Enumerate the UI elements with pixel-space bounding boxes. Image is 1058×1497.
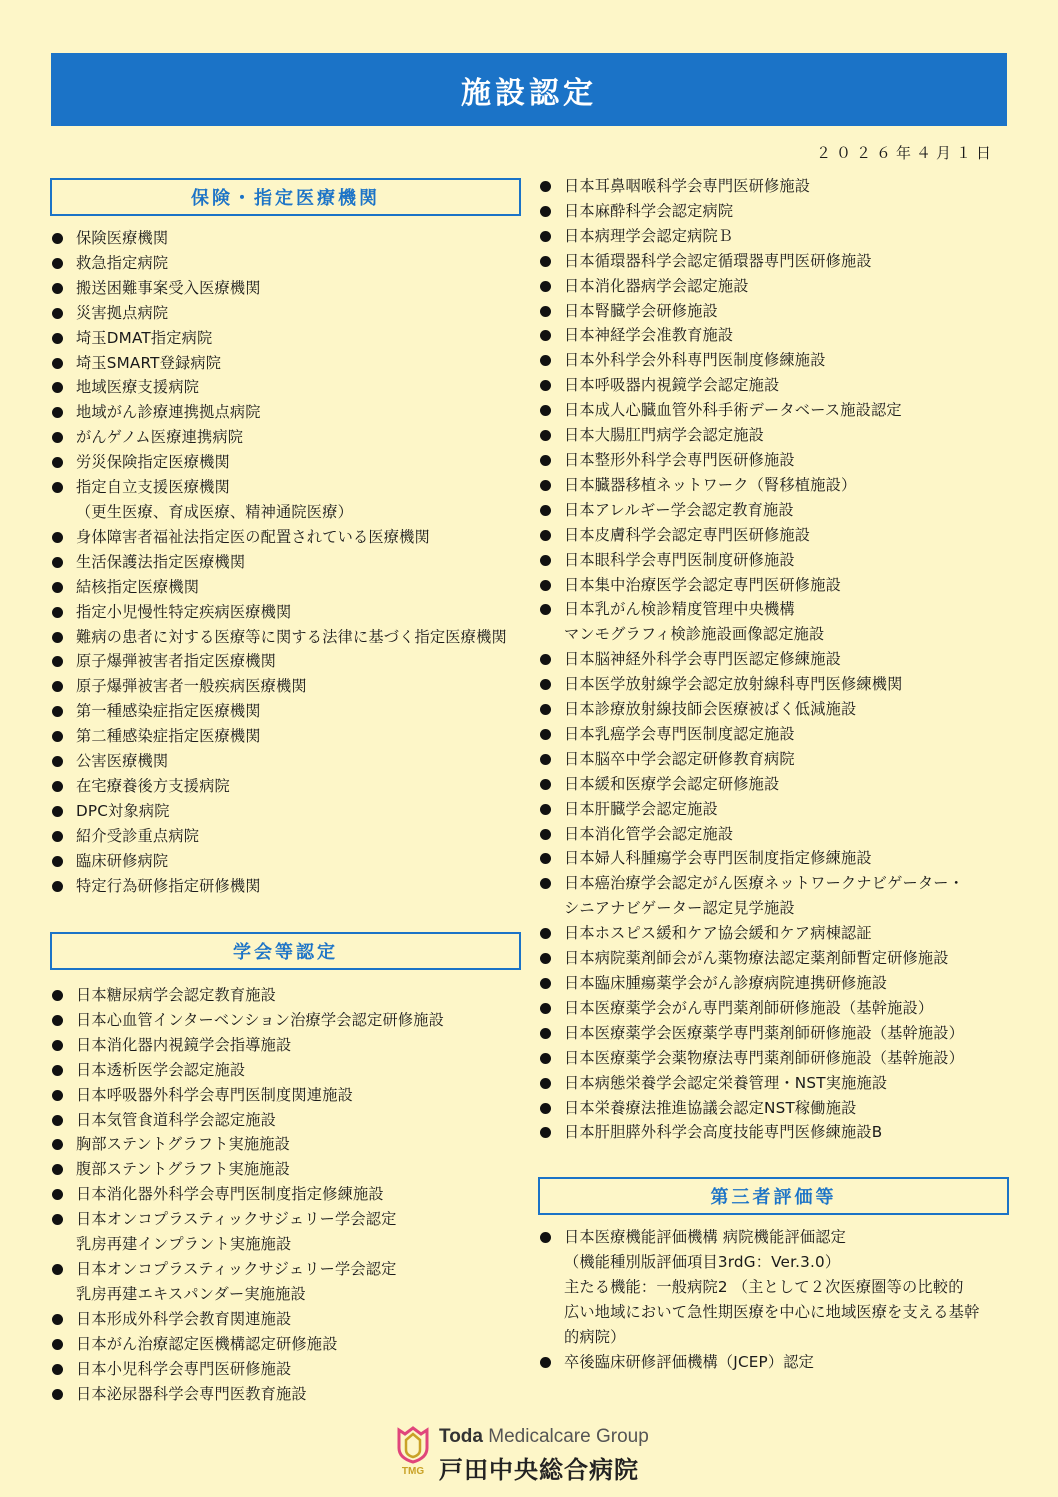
list-item-label: 日本脳神経外科学会専門医認定修練施設 <box>564 650 841 669</box>
list-item <box>51 724 541 749</box>
list-item-label: 搬送困難事案受入医療機関 <box>76 278 261 297</box>
list-item <box>539 722 1029 747</box>
list-item <box>539 697 1029 722</box>
list-item <box>51 983 541 1008</box>
list-item-label: 日本透析医学会認定施設 <box>76 1060 246 1079</box>
list-item <box>539 224 1029 249</box>
list-item <box>51 1357 541 1382</box>
bullet-icon <box>52 781 63 792</box>
third-party-list <box>539 1225 1029 1374</box>
list-item-label: 公害医療機関 <box>76 752 169 771</box>
list-item <box>51 326 541 351</box>
page-title: 施設認定 <box>51 53 1007 126</box>
bullet-icon <box>540 455 551 466</box>
list-item-label: 日本癌治療学会認定がん医療ネットワークナビゲーター・ シニアナビゲーター認定見学施設 <box>564 874 965 918</box>
list-item <box>51 1058 541 1083</box>
bullet-icon <box>540 878 551 889</box>
list-item-label: 第二種感染症指定医療機関 <box>76 727 261 746</box>
list-item <box>51 849 541 874</box>
list-item <box>51 550 541 575</box>
list-item-label: 日本消化器内視鏡学会指導施設 <box>76 1035 292 1054</box>
list-item-label: 特定行為研修指定研修機関 <box>76 876 261 895</box>
bullet-icon <box>52 1264 63 1275</box>
bullet-icon <box>52 1339 63 1350</box>
bullet-icon <box>540 256 551 267</box>
bullet-icon <box>52 831 63 842</box>
list-item <box>51 226 541 251</box>
list-item-label: 日本大腸肛門病学会認定施設 <box>564 426 765 445</box>
list-item-label: 労災保険指定医療機関 <box>76 453 230 472</box>
bullet-icon <box>540 1078 551 1089</box>
list-item-label: 腹部ステントグラフト実施施設 <box>76 1160 291 1179</box>
list-item <box>539 573 1029 598</box>
bullet-icon <box>52 1214 63 1225</box>
bullet-icon <box>52 607 63 618</box>
list-item <box>51 1382 541 1407</box>
bullet-icon <box>540 281 551 292</box>
list-item-label: 保険医療機関 <box>76 229 169 247</box>
bullet-icon <box>540 953 551 964</box>
list-item-label: 原子爆弾被害者一般疾病医療機関 <box>76 677 307 696</box>
bullet-icon <box>540 505 551 516</box>
hospital-name: 戸田中央総合病院 <box>439 1456 639 1484</box>
list-item-label: 日本気管食道科学会認定施設 <box>76 1110 277 1129</box>
list-item <box>51 1257 541 1307</box>
list-item-label: 日本緩和医療学会認定研修施設 <box>564 774 780 793</box>
list-item-label: 日本病院薬剤師会がん薬物療法認定薬剤師暫定研修施設 <box>564 949 949 968</box>
list-item-label: 生活保護法指定医療機関 <box>76 552 246 571</box>
list-item <box>539 797 1029 822</box>
list-item <box>539 772 1029 797</box>
list-item-label: 難病の患者に対する医療等に関する法律に基づく指定医療機関 <box>76 627 507 646</box>
list-item <box>51 1207 541 1257</box>
list-item <box>539 921 1029 946</box>
list-item <box>539 996 1029 1021</box>
list-item-label: 日本アレルギー学会認定教育施設 <box>564 500 794 519</box>
list-item <box>539 473 1029 498</box>
bullet-icon <box>52 482 63 493</box>
bullet-icon <box>540 804 551 815</box>
list-item <box>539 348 1029 373</box>
bullet-icon <box>52 1065 63 1076</box>
list-item-label: 日本臨床腫瘍薬学会がん診療病院連携研修施設 <box>564 974 888 992</box>
list-item <box>539 398 1029 423</box>
list-item-label: 埼玉DMAT指定病院 <box>76 328 213 347</box>
list-item <box>539 1096 1029 1121</box>
list-item-label: 日本医療薬学会がん専門薬剤師研修施設（基幹施設） <box>564 998 934 1017</box>
bullet-icon <box>540 1028 551 1039</box>
insurance-list <box>51 226 541 898</box>
bullet-icon <box>540 729 551 740</box>
list-item-label: 日本小児科学会専門医研修施設 <box>76 1359 292 1378</box>
bullet-icon <box>52 1115 63 1126</box>
list-item <box>539 523 1029 548</box>
list-item <box>539 647 1029 672</box>
list-item-label: 日本婦人科腫瘍学会専門医制度指定修練施設 <box>564 849 872 868</box>
bullet-icon <box>540 1003 551 1014</box>
bullet-icon <box>540 306 551 317</box>
list-item-label: 救急指定病院 <box>76 253 169 272</box>
list-item-label: 日本腎臓学会研修施設 <box>564 301 718 320</box>
bullet-icon <box>540 231 551 242</box>
list-item <box>539 174 1029 199</box>
list-item <box>539 548 1029 573</box>
list-item <box>51 1157 541 1182</box>
bullet-icon <box>540 829 551 840</box>
bullet-icon <box>52 1090 63 1101</box>
list-item-label: 指定小児慢性特定疾病医療機関 <box>76 602 292 621</box>
list-item <box>51 699 541 724</box>
bullet-icon <box>52 1040 63 1051</box>
bullet-icon <box>540 555 551 566</box>
list-item <box>51 351 541 376</box>
bullet-icon <box>540 853 551 864</box>
list-item-label: 日本心血管インターベンション治療学会認定研修施設 <box>76 1010 445 1029</box>
list-item-label: 胸部ステントグラフト実施施設 <box>76 1135 291 1154</box>
list-item-label: 日本医療薬学会薬物療法専門薬剤師研修施設（基幹施設） <box>564 1048 965 1067</box>
list-item <box>51 400 541 425</box>
list-item-label: 日本循環器科学会認定循環器専門医研修施設 <box>564 251 872 270</box>
list-item <box>51 874 541 899</box>
list-item <box>539 672 1029 697</box>
bullet-icon <box>52 1015 63 1026</box>
academic-list-continued <box>539 174 1029 1145</box>
list-item-label: 日本神経学会准教育施設 <box>564 326 734 345</box>
group-name: Toda Medicalcare Group <box>439 1426 649 1447</box>
list-item <box>51 450 541 475</box>
list-item <box>539 1021 1029 1046</box>
bullet-icon <box>52 881 63 892</box>
list-item <box>51 1108 541 1133</box>
list-item <box>539 846 1029 871</box>
list-item <box>51 1332 541 1357</box>
bullet-icon <box>52 358 63 369</box>
bullet-icon <box>52 308 63 319</box>
list-item <box>51 276 541 301</box>
list-item-label: 日本オンコプラスティックサジェリー学会認定 乳房再建エキスパンダー実施施設 <box>76 1259 397 1303</box>
list-item-label: 紹介受診重点病院 <box>76 826 200 845</box>
section-heading-insurance: 保険・指定医療機関 <box>50 178 521 216</box>
list-item <box>51 251 541 276</box>
list-item <box>51 749 541 774</box>
list-item-label: 日本整形外科学会専門医研修施設 <box>564 450 795 469</box>
list-item-label: 日本集中治療医学会認定専門医研修施設 <box>564 575 841 594</box>
bullet-icon <box>540 530 551 541</box>
bullet-icon <box>540 1053 551 1064</box>
list-item <box>51 425 541 450</box>
list-item-label: DPC対象病院 <box>76 801 170 820</box>
bullet-icon <box>52 532 63 543</box>
bullet-icon <box>540 181 551 192</box>
list-item <box>539 274 1029 299</box>
list-item-label: 身体障害者福祉法指定医の配置されている医療機関 <box>76 527 430 546</box>
bullet-icon <box>52 333 63 344</box>
bullet-icon <box>52 1364 63 1375</box>
bullet-icon <box>52 432 63 443</box>
bullet-icon <box>52 407 63 418</box>
list-item-label: がんゲノム医療連携病院 <box>76 428 244 447</box>
list-item-label: 地域がん診療連携拠点病院 <box>76 403 261 422</box>
section-heading-academic: 学会等認定 <box>50 932 521 970</box>
list-item-label: 日本外科学会外科専門医制度修練施設 <box>564 351 826 370</box>
bullet-icon <box>540 604 551 615</box>
bullet-icon <box>52 1314 63 1325</box>
list-item <box>51 625 541 650</box>
bullet-icon <box>52 706 63 717</box>
list-item <box>51 649 541 674</box>
list-item-label: 在宅療養後方支援病院 <box>76 776 230 795</box>
bullet-icon <box>540 405 551 416</box>
list-item-label: 日本呼吸器内視鏡学会認定施設 <box>564 376 780 395</box>
bullet-icon <box>52 656 63 667</box>
list-item-label: 日本成人心臓血管外科手術データベース施設認定 <box>564 401 902 420</box>
list-item <box>539 249 1029 274</box>
list-item-label: 結核指定医療機関 <box>76 577 200 596</box>
list-item <box>539 1225 1029 1350</box>
list-item <box>539 597 1029 647</box>
list-item <box>539 946 1029 971</box>
list-item-label: 日本医療機能評価機構 病院機能評価認定 （機能種別版評価項目3rdG：Ver.3.0） 主たる機能：一般病院2 （主として２次医療圏等の比較的 広い地域において急性期医療を中心に地域医療を支える基幹 的病院） <box>564 1228 980 1346</box>
tmg-logo-icon <box>395 1424 431 1476</box>
list-item-label: 日本耳鼻咽喉科学会専門医研修施設 <box>564 177 811 195</box>
bullet-icon <box>52 1189 63 1200</box>
list-item <box>539 498 1029 523</box>
list-item <box>539 871 1029 921</box>
list-item-label: 日本脳卒中学会認定研修教育病院 <box>564 749 795 768</box>
section-heading-third-party: 第三者評価等 <box>538 1177 1009 1215</box>
list-item-label: 日本栄養療法推進協議会認定NST稼働施設 <box>564 1098 857 1117</box>
list-item <box>539 323 1029 348</box>
list-item <box>51 674 541 699</box>
list-item <box>51 1132 541 1157</box>
bullet-icon <box>52 582 63 593</box>
bullet-icon <box>540 355 551 366</box>
bullet-icon <box>540 704 551 715</box>
bullet-icon <box>52 233 63 244</box>
list-item <box>539 1046 1029 1071</box>
bullet-icon <box>52 756 63 767</box>
bullet-icon <box>540 1232 551 1243</box>
bullet-icon <box>540 1357 551 1368</box>
list-item-label: 日本がん治療認定医機構認定研修施設 <box>76 1334 338 1353</box>
bullet-icon <box>52 283 63 294</box>
list-item-label: 日本眼科学会専門医制度研修施設 <box>564 550 795 569</box>
list-item-label: 埼玉SMART登録病院 <box>76 353 222 372</box>
list-item <box>51 1182 541 1207</box>
bullet-icon <box>540 754 551 765</box>
list-item-label: 日本乳癌学会専門医制度認定施設 <box>564 724 795 743</box>
bullet-icon <box>52 1139 63 1150</box>
bullet-icon <box>540 380 551 391</box>
list-item-label: 日本肝胆膵外科学会高度技能専門医修練施設B <box>564 1123 883 1142</box>
list-item-label: 日本形成外科学会教育関連施設 <box>76 1309 292 1328</box>
bullet-icon <box>540 1103 551 1114</box>
list-item <box>51 824 541 849</box>
bullet-icon <box>52 1389 63 1400</box>
academic-list <box>51 983 541 1406</box>
bullet-icon <box>52 382 63 393</box>
list-item <box>51 575 541 600</box>
bullet-icon <box>52 258 63 269</box>
list-item-label: 日本麻酔科学会認定病院 <box>564 201 734 220</box>
logo-text: TMG <box>401 1466 425 1476</box>
list-item-label: 日本皮膚科学会認定専門医研修施設 <box>564 525 811 544</box>
bullet-icon <box>540 480 551 491</box>
list-item <box>539 299 1029 324</box>
list-item <box>51 1008 541 1033</box>
bullet-icon <box>52 806 63 817</box>
list-item <box>539 1120 1029 1145</box>
list-item <box>539 1350 1029 1375</box>
hospital-logo <box>395 1424 675 1482</box>
list-item <box>51 475 541 525</box>
list-item-label: 日本診療放射線技師会医療被ばく低減施設 <box>564 700 857 719</box>
bullet-icon <box>540 654 551 665</box>
list-item <box>539 822 1029 847</box>
list-item <box>539 373 1029 398</box>
bullet-icon <box>540 330 551 341</box>
bullet-icon <box>52 632 63 643</box>
list-item-label: 災害拠点病院 <box>76 303 169 322</box>
list-item-label: 日本医学放射線学会認定放射線科専門医修練機関 <box>564 675 903 694</box>
list-item-label: 日本病理学会認定病院Ｂ <box>564 226 734 245</box>
bullet-icon <box>540 206 551 217</box>
list-item-label: 日本臓器移植ネットワーク（腎移植施設） <box>564 475 857 494</box>
list-item-label: 日本乳がん検診精度管理中央機構 マンモグラフィ検診施設画像認定施設 <box>564 600 825 644</box>
list-item-label: 日本病態栄養学会認定栄養管理・NST実施施設 <box>564 1073 888 1092</box>
list-item-label: 日本消化器外科学会専門医制度指定修練施設 <box>76 1185 384 1204</box>
list-item-label: 地域医療支援病院 <box>76 378 200 397</box>
list-item <box>539 448 1029 473</box>
list-item-label: 指定自立支援医療機関 （更生医療、育成医療、精神通院医療） <box>76 478 353 521</box>
list-item-label: 日本糖尿病学会認定教育施設 <box>76 986 277 1004</box>
list-item-label: 卒後臨床研修評価機構（JCEP）認定 <box>564 1352 815 1371</box>
list-item <box>51 301 541 326</box>
list-item-label: 日本消化管学会認定施設 <box>564 824 734 843</box>
bullet-icon <box>540 779 551 790</box>
list-item-label: 日本オンコプラスティックサジェリー学会認定 乳房再建インプラント実施施設 <box>76 1210 397 1254</box>
bullet-icon <box>52 990 63 1001</box>
list-item-label: 日本呼吸器外科学会専門医制度関連施設 <box>76 1085 353 1104</box>
list-item-label: 原子爆弾被害者指定医療機関 <box>76 652 277 671</box>
list-item <box>539 971 1029 996</box>
list-item-label: 臨床研修病院 <box>76 851 169 870</box>
bullet-icon <box>52 856 63 867</box>
bullet-icon <box>540 978 551 989</box>
list-item <box>539 423 1029 448</box>
bullet-icon <box>540 928 551 939</box>
list-item <box>51 525 541 550</box>
bullet-icon <box>52 681 63 692</box>
list-item-label: 日本肝臓学会認定施設 <box>564 799 718 818</box>
bullet-icon <box>52 457 63 468</box>
bullet-icon <box>540 679 551 690</box>
list-item <box>539 1071 1029 1096</box>
list-item-label: 日本医療薬学会医療薬学専門薬剤師研修施設（基幹施設） <box>564 1023 965 1042</box>
list-item-label: 第一種感染症指定医療機関 <box>76 702 261 721</box>
list-item <box>539 747 1029 772</box>
list-item <box>51 774 541 799</box>
list-item <box>51 1083 541 1108</box>
bullet-icon <box>52 731 63 742</box>
list-item-label: 日本消化器病学会認定施設 <box>564 276 749 295</box>
list-item-label: 日本ホスピス緩和ケア協会緩和ケア病棟認証 <box>564 924 872 943</box>
list-item <box>51 600 541 625</box>
bullet-icon <box>52 1164 63 1175</box>
list-item <box>51 375 541 400</box>
date-label: ２０２６年４月１日 <box>815 144 996 162</box>
bullet-icon <box>540 580 551 591</box>
list-item <box>51 1307 541 1332</box>
bullet-icon <box>540 1127 551 1138</box>
list-item <box>539 199 1029 224</box>
bullet-icon <box>52 557 63 568</box>
bullet-icon <box>540 430 551 441</box>
list-item-label: 日本泌尿器科学会専門医教育施設 <box>76 1384 307 1403</box>
list-item <box>51 1033 541 1058</box>
list-item <box>51 799 541 824</box>
